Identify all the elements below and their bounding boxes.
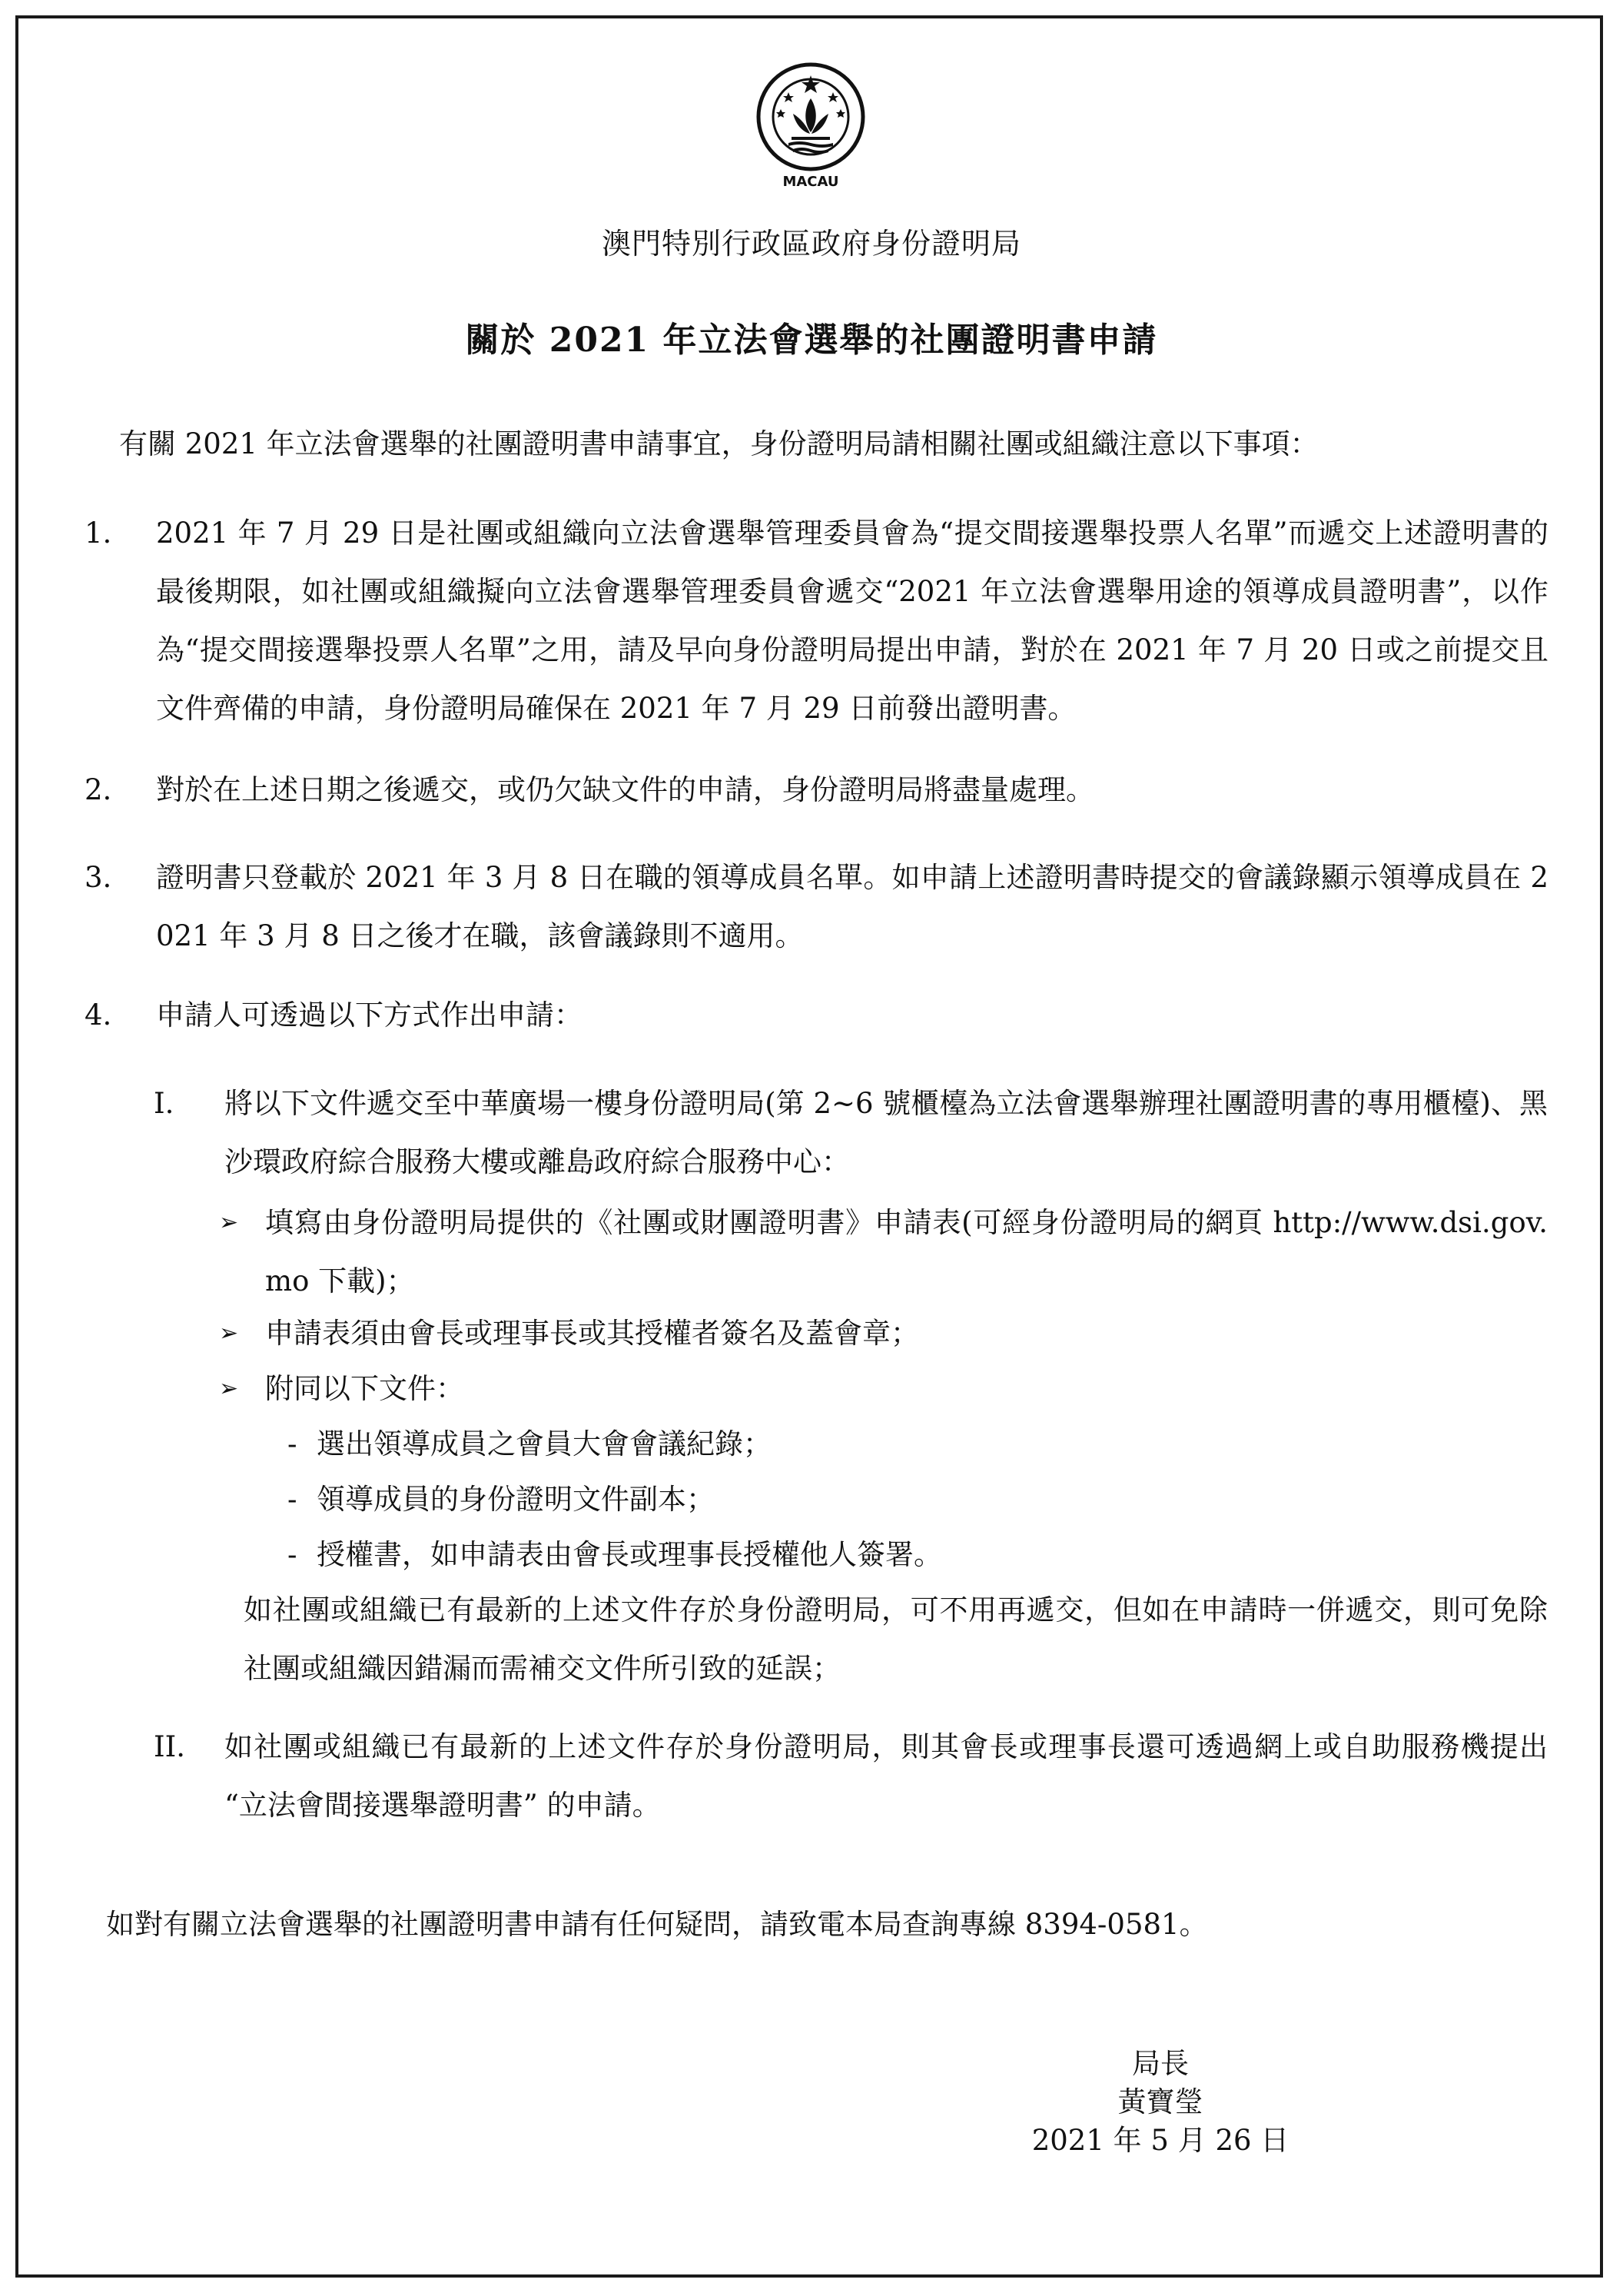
dash-bullet: - [287,1483,297,1516]
item-number: 2. [85,773,112,806]
method-note: 如社團或組織已有最新的上述文件存於身份證明局，可不用再遞交，但如在申請時一併遞交，則可免除社團或組織因錯漏而需補交文件所引致的延誤； [244,1593,1548,1685]
method-text: 如社團或組織已有最新的上述文件存於身份證明局，則其會長或理事長還可透過網上或自助服務機提出 “立法會間接選舉證明書” 的申請。 [224,1730,1548,1822]
arrow-bullet-icon: ➢ [219,1375,239,1402]
intro-paragraph: 有關 2021 年立法會選舉的社團證明書申請事宜，身份證明局請相關社團或組織注意以下事項： [119,427,1319,460]
bullet-text: 附同以下文件： [265,1372,464,1405]
emblem-text: MACAU [782,174,839,190]
bullet-text: 申請表須由會長或理事長或其授權者簽名及蓋會章； [265,1317,919,1350]
macau-emblem-icon [753,61,868,192]
item-number: 1. [85,517,112,550]
bullet-text: 填寫由身份證明局提供的《社團或財團證明書》申請表(可經身份證明局的網頁 http://www.dsi.gov.mo 下載)； [265,1206,1548,1298]
document-date: 2021 年 5 月 26 日 [1031,2124,1289,2157]
arrow-bullet-icon: ➢ [219,1209,239,1236]
item-number: 4. [85,998,112,1032]
method-text: 將以下文件遞交至中華廣場一樓身份證明局(第 2~6 號櫃檯為立法會選舉辦理社團證明書的專用櫃檯)、黑沙環政府綜合服務大樓或離島政府綜合服務中心： [224,1087,1548,1178]
dash-bullet: - [287,1427,297,1460]
dash-item-text: 授權書，如申請表由會長或理事長授權他人簽署。 [317,1538,942,1571]
item-text: 對於在上述日期之後遞交，或仍欠缺文件的申請，身份證明局將盡量處理。 [156,773,1094,806]
signatory-name: 黃寶瑩 [1117,2085,1203,2118]
page-title: 關於 2021 年立法會選舉的社團證明書申請 [465,321,1158,360]
enquiry-paragraph: 如對有關立法會選舉的社團證明書申請有任何疑問，請致電本局查詢專線 8394-0581。 [106,1908,1208,1941]
item-text: 證明書只登載於 2021 年 3 月 8 日在職的領導成員名單。如申請上述證明書時提交的會議錄顯示領導成員在 2021 年 3 月 8 日之後才在職，該會議錄則不適用。 [156,861,1548,952]
agency-name: 澳門特別行政區政府身份證明局 [601,227,1021,261]
method-number: I. [154,1087,174,1120]
item-text: 申請人可透過以下方式作出申請： [156,998,582,1032]
dash-bullet: - [287,1538,297,1571]
method-number: II. [154,1730,185,1763]
dash-item-text: 領導成員的身份證明文件副本； [317,1483,715,1516]
signatory-title: 局長 [1132,2047,1189,2080]
item-number: 3. [85,861,112,894]
arrow-bullet-icon: ➢ [219,1320,239,1347]
dash-item-text: 選出領導成員之會員大會會議紀錄； [317,1427,772,1460]
item-text: 2021 年 7 月 29 日是社團或組織向立法會選舉管理委員會為“提交間接選舉投票人名單”而遞交上述證明書的最後期限，如社團或組織擬向立法會選舉管理委員會遞交“2021 年立法會選舉用途的領導成員證明書”，以作為“提交間接選舉投票人名單”之用，請及早向身份證明局提出申請，對於在 2021 年 7 月 20 日或之前提交且文件齊備的申請，身份證明局確保在 2021 年 7 月 29 日前發出證明書。 [156,517,1548,725]
